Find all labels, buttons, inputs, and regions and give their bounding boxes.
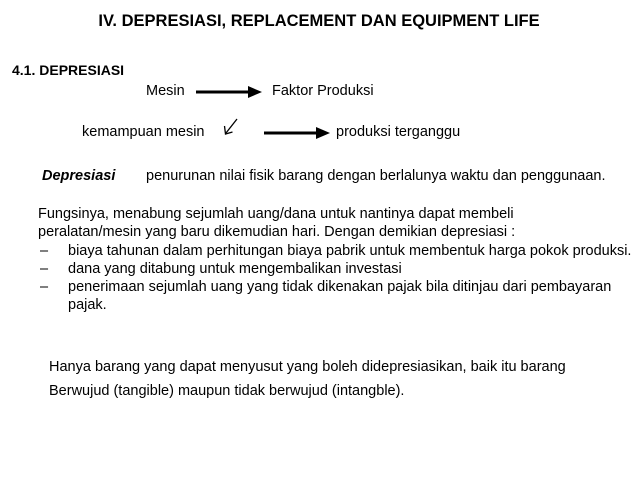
bullet-marker: – <box>40 261 49 277</box>
flow2-right-label: produksi terganggu <box>336 124 461 140</box>
bullet-marker: – <box>40 279 49 295</box>
bullet-text: biaya tahunan dalam perhitungan biaya pabrik untuk membentuk harga pokok produksi. <box>68 243 632 259</box>
list-item <box>40 278 634 314</box>
flow2-left-label: kemampuan mesin <box>82 124 205 140</box>
bullet-list <box>40 242 634 314</box>
function-paragraph: Fungsinya, menabung sejumlah uang/dana untuk nantinya dapat membeli peralatan/mesin yang baru dikemudian hari. Dengan demikian depresiasi : <box>38 206 516 240</box>
diagonal-down-arrow-icon <box>223 118 239 136</box>
right-arrow-icon <box>264 126 330 140</box>
section-heading: 4.1. DEPRESIASI <box>12 62 125 78</box>
closing-note: Hanya barang yang dapat menyusut yang boleh didepresiasikan, baik itu barang Berwujud (tangible) maupun tidak berwujud (intangble). <box>49 359 566 399</box>
right-arrow-icon <box>196 85 262 99</box>
list-item <box>40 242 634 260</box>
slide-title: IV. DEPRESIASI, REPLACEMENT DAN EQUIPMENT LIFE <box>98 12 540 30</box>
list-item <box>40 260 634 278</box>
bullet-text: dana yang ditabung untuk mengembalikan investasi <box>68 261 402 277</box>
flow1-right-label: Faktor Produksi <box>272 83 374 99</box>
bullet-text: penerimaan sejumlah uang yang tidak dikenakan pajak bila ditinjau dari pembayaran pajak. <box>68 279 612 313</box>
flow1-left-label: Mesin <box>146 83 185 99</box>
definition-term: Depresiasi <box>42 168 116 184</box>
definition-body: penurunan nilai fisik barang dengan berlalunya waktu dan penggunaan. <box>146 168 606 184</box>
bullet-marker: – <box>40 243 49 259</box>
